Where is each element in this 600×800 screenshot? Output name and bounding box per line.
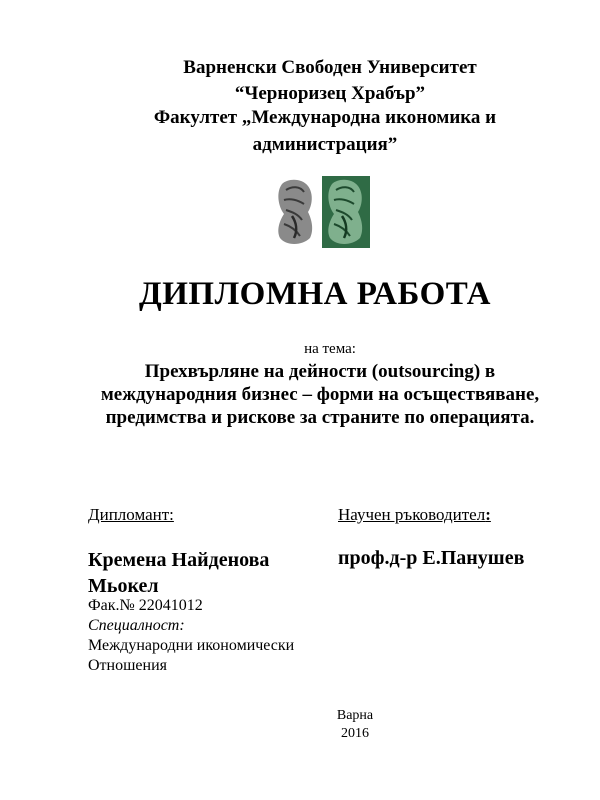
advisor-label-text: Научен ръководител xyxy=(338,505,486,524)
page-title: ДИПЛОМНА РАБОТА xyxy=(139,276,491,312)
place-and-year xyxy=(330,707,380,743)
specialty-label: Специалност: xyxy=(88,617,185,634)
advisor-name: проф.д-р Е.Панушев xyxy=(338,547,525,569)
student-label: Дипломант: xyxy=(88,505,174,524)
specialty-line2: Отношения xyxy=(88,657,168,674)
year: 2016 xyxy=(341,726,369,741)
advisor-label-colon: : xyxy=(485,505,491,524)
topic-label: на тема: xyxy=(304,341,356,357)
university-name-line1: Варненски Свободен Университет xyxy=(183,57,477,78)
student-name: Кремена Найденова Мьокел xyxy=(88,549,270,597)
university-logo-icon xyxy=(272,176,370,248)
specialty-line1: Международни икономически xyxy=(88,637,295,654)
advisor-label xyxy=(338,505,491,525)
faculty-number: Фак.№ 22041012 xyxy=(88,597,203,614)
city: Варна xyxy=(336,708,374,723)
faculty-name: Факултет „Международна икономика и администрация” xyxy=(153,107,497,155)
thesis-topic: Прехвърляне на дейности (outsourcing) в международния бизнес – форми на осъществяване, предимства и рискове за страните по операцията. xyxy=(100,361,540,428)
university-name-line2: “Черноризец Храбър” xyxy=(234,83,426,104)
